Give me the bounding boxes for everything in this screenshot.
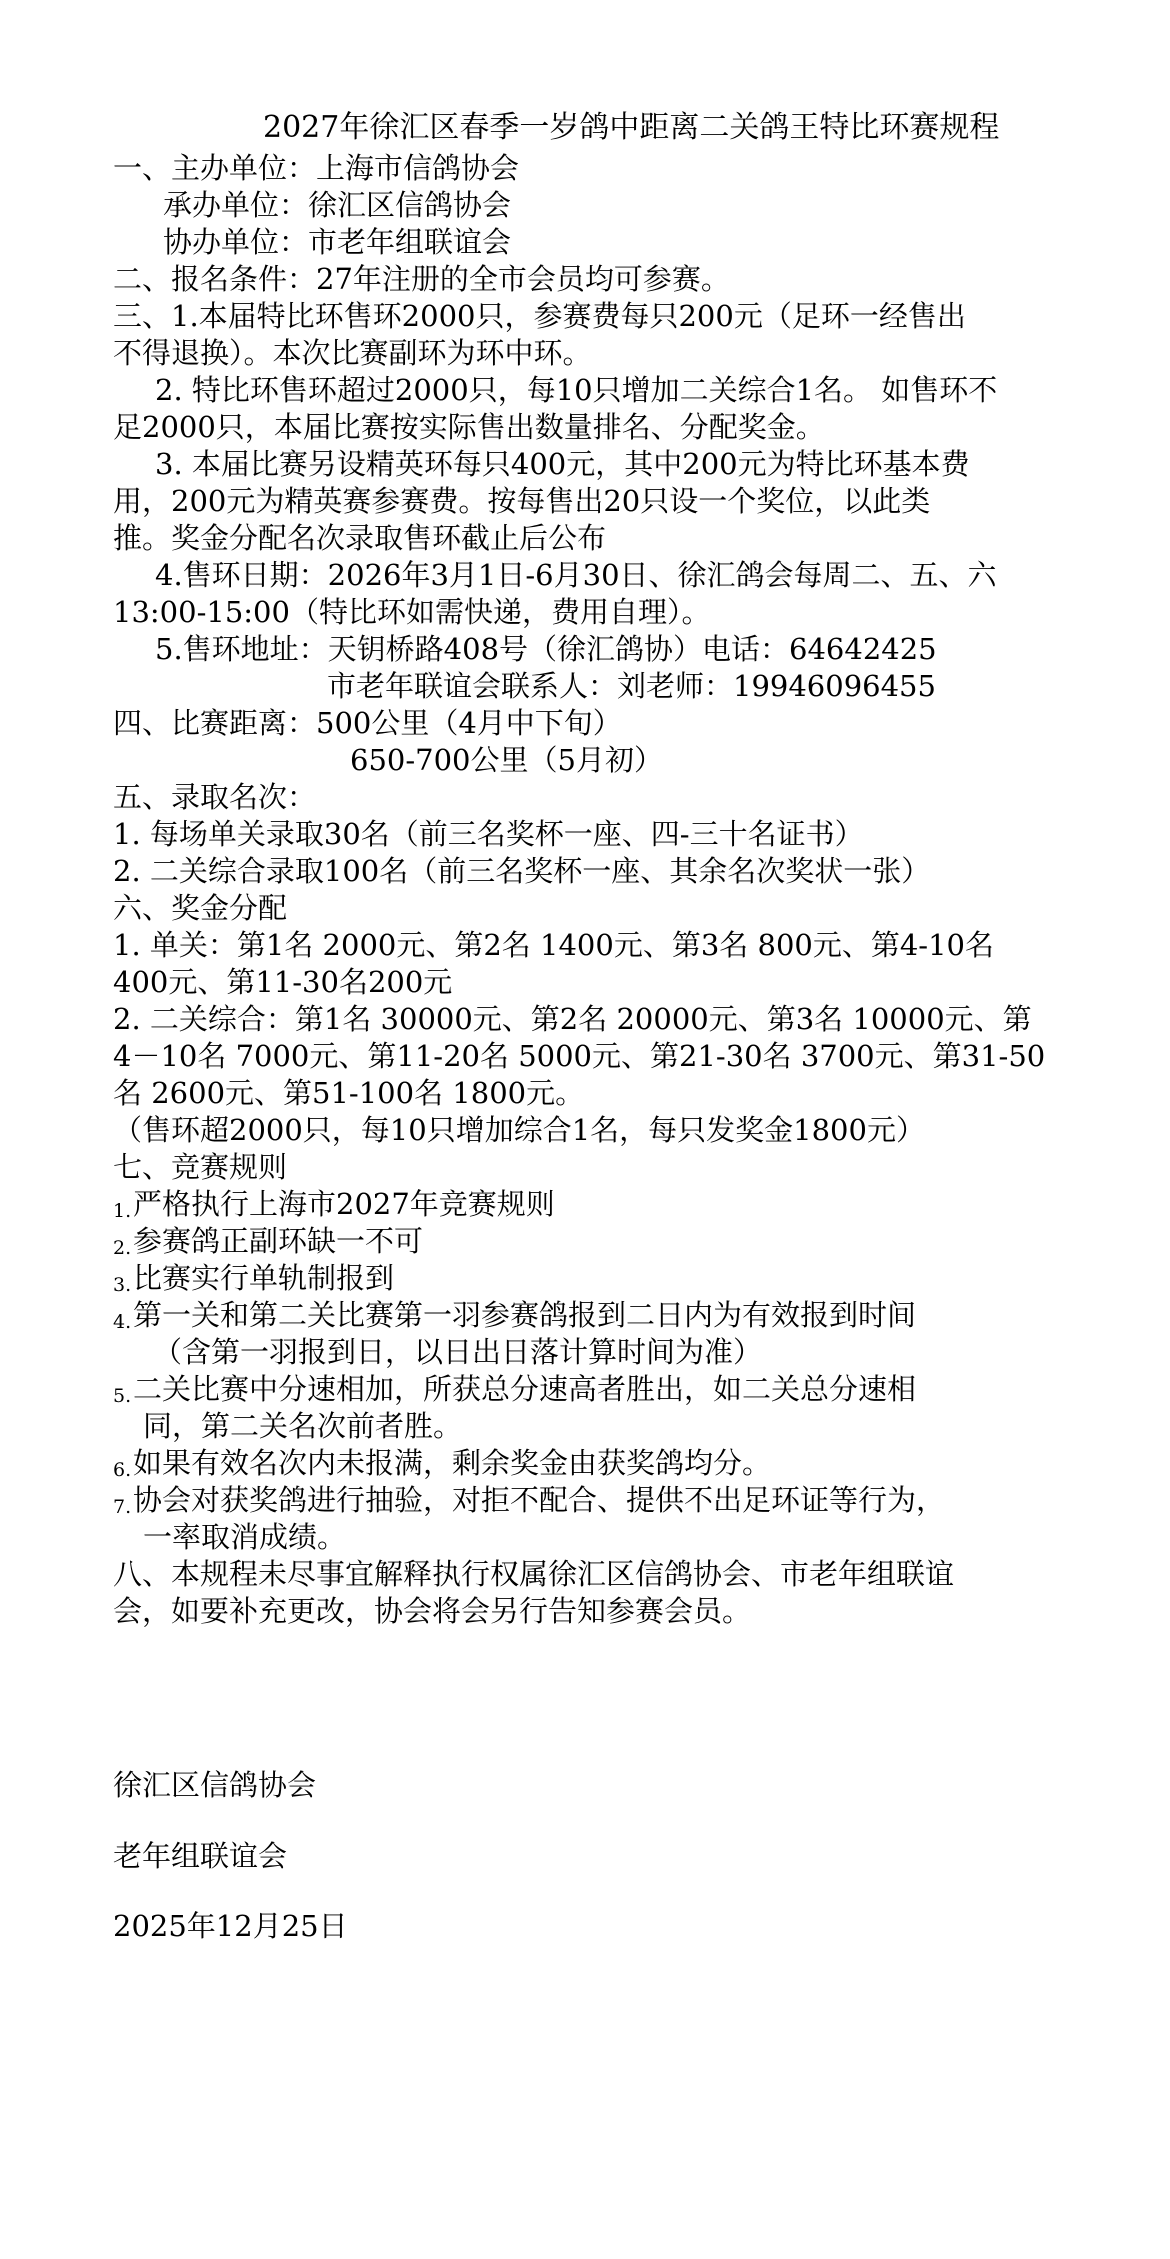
section-6-note: （售环超2000只，每10只增加综合1名，每只发奖金1800元） [113,1113,925,1147]
section-3-item-2-line-1: 2. 特比环售环超过2000只，每10只增加二关综合1名。 如售环不 [155,373,998,407]
section-3-item-5-line-2: 市老年联谊会联系人：刘老师：19946096455 [327,669,936,703]
section-8-line-1: 八、本规程未尽事宜解释执行权属徐汇区信鸽协会、市老年组联谊 [113,1557,955,1591]
section-6-item-1-line-2: 400元、第11-30名200元 [113,965,453,999]
rule-2-text: 参赛鸽正副环缺一不可 [133,1224,424,1258]
section-1-host: 承办单位：徐汇区信鸽协会 [163,188,512,222]
rule-7-text-line-2: 一率取消成绩。 [143,1520,347,1554]
rule-6-text: 如果有效名次内未报满，剩余奖金由获奖鸽均分。 [133,1446,772,1480]
signature-org-1: 徐汇区信鸽协会 [113,1768,317,1802]
rule-6-number: 6. [113,1459,132,1481]
section-6-item-1-line-1: 1. 单关：第1名 2000元、第2名 1400元、第3名 800元、第4-10名 [113,928,995,962]
rule-5-text-line-1: 二关比赛中分速相加，所获总分速高者胜出，如二关总分速相 [133,1372,917,1406]
rule-7-number: 7. [113,1496,132,1518]
rule-3-number: 3. [113,1274,132,1296]
rule-4-text-line-2: （含第一羽报到日，以日出日落计算时间为准） [153,1335,763,1369]
rule-2-number: 2. [113,1237,132,1259]
section-3-item-1-line-1: 三、1.本届特比环售环2000只，参赛费每只200元（足环一经售出 [113,299,966,333]
section-6-item-2-line-3: 名 2600元、第51-100名 1800元。 [113,1076,585,1110]
section-3-item-4-line-1: 4.售环日期：2026年3月1日-6月30日、徐汇鸽会每周二、五、六 [155,558,997,592]
rule-4-number: 4. [113,1311,132,1333]
section-3-item-3-line-2: 用，200元为精英赛参赛费。按每售出20只设一个奖位，以此类 [113,484,931,518]
section-3-item-3-line-3: 推。奖金分配名次录取售环截止后公布 [113,521,607,555]
section-4-distance-1: 四、比赛距离：500公里（4月中下旬） [113,706,622,740]
section-3-item-2-line-2: 足2000只，本届比赛按实际售出数量排名、分配奖金。 [113,410,825,444]
rule-5-number: 5. [113,1385,132,1407]
section-6-item-2-line-1: 2. 二关综合：第1名 30000元、第2名 20000元、第3名 10000元、第 [113,1002,1032,1036]
section-3-item-4-line-2: 13:00-15:00（特比环如需快递，费用自理）。 [113,595,711,629]
section-3-item-5-line-1: 5.售环地址：天钥桥路408号（徐汇鸽协）电话：64642425 [155,632,937,666]
section-1-organizer: 一、主办单位：上海市信鸽协会 [113,151,520,185]
document-title: 2027年徐汇区春季一岁鸽中距离二关鸽王特比环赛规程 [263,110,1000,145]
section-3-item-1-line-2: 不得退换）。本次比赛副环为环中环。 [113,336,592,370]
section-4-distance-2: 650-700公里（5月初） [350,743,663,777]
rule-3-text: 比赛实行单轨制报到 [133,1261,395,1295]
section-5-item-1: 1. 每场单关录取30名（前三名奖杯一座、四-三十名证书） [113,817,864,851]
rule-1-text: 严格执行上海市2027年竞赛规则 [133,1187,555,1221]
section-1-coorganizer: 协办单位：市老年组联谊会 [163,225,512,259]
section-7-heading: 七、竞赛规则 [113,1150,288,1184]
rule-4-text-line-1: 第一关和第二关比赛第一羽参赛鸽报到二日内为有效报到时间 [133,1298,917,1332]
rule-7-text-line-1: 协会对获奖鸽进行抽验，对拒不配合、提供不出足环证等行为， [133,1483,946,1517]
section-6-item-2-line-2: 4－10名 7000元、第11-20名 5000元、第21-30名 3700元、第31-50 [113,1039,1046,1073]
section-6-heading: 六、奖金分配 [113,891,288,925]
section-8-line-2: 会，如要补充更改，协会将会另行告知参赛会员。 [113,1594,752,1628]
signature-date: 2025年12月25日 [113,1909,348,1943]
section-3-item-3-line-1: 3. 本届比赛另设精英环每只400元，其中200元为特比环基本费 [155,447,970,481]
section-5-item-2: 2. 二关综合录取100名（前三名奖杯一座、其余名次奖状一张） [113,854,931,888]
signature-org-2: 老年组联谊会 [113,1839,288,1873]
rule-5-text-line-2: 同，第二关名次前者胜。 [143,1409,463,1443]
rule-1-number: 1. [113,1200,132,1222]
section-2-eligibility: 二、报名条件：27年注册的全市会员均可参赛。 [113,262,730,296]
section-5-heading: 五、录取名次： [113,780,317,814]
